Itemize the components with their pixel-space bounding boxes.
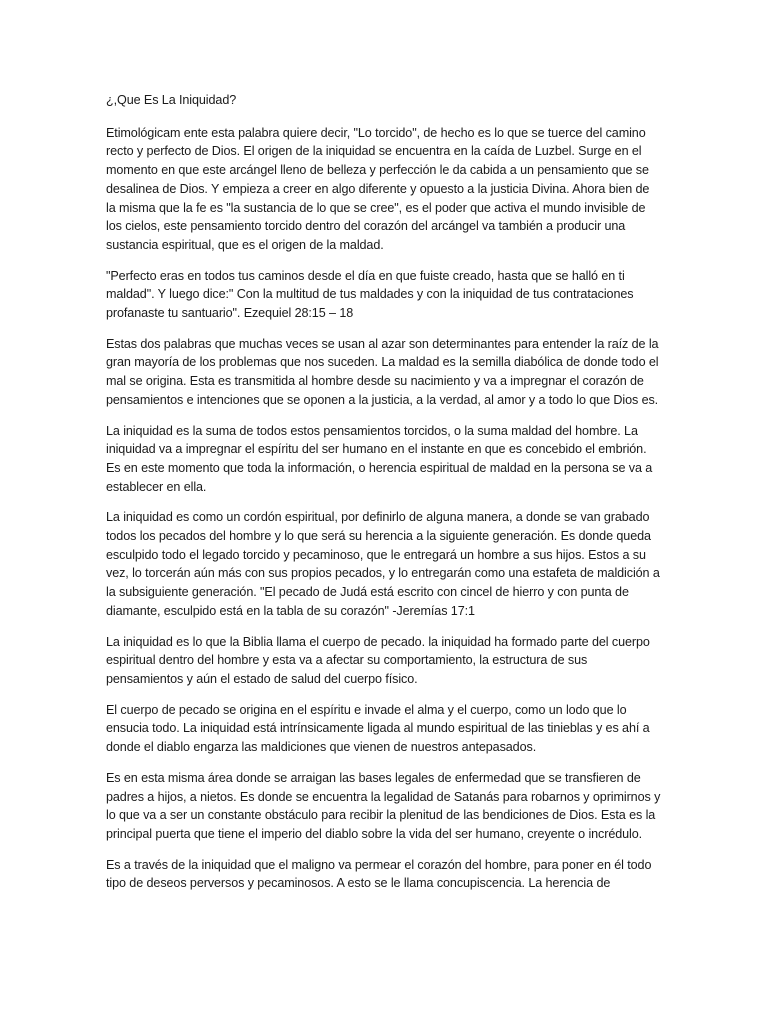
paragraph-1: Etimológicam ente esta palabra quiere decir, "Lo torcido", de hecho es lo que se tuerce del camino recto y perfecto de Dios. El origen de la iniquidad se encuentra en la caída de Luzbel. Surge en el momento en que este arcángel lleno de belleza y perfección le da cabida a un pensamiento que se desalinea de Dios. Y empieza a creer en algo diferente y opuesto a la justicia Divina. Ahora bien de la misma que la fe es "la sustancia de lo que se cree", es el poder que activa el mundo invisible de los cielos, este pensamiento torcido dentro del corazón del arcángel va también a producir una sustancia espiritual, que es el origen de la maldad. — [106, 125, 650, 252]
paragraph-9: Es a través de la iniquidad que el maligno va permear el corazón del hombre, para poner en él todo tipo de deseos perversos y pecaminosos. A esto se le llama concupiscencia. La herencia de — [106, 857, 652, 891]
paragraph-5: La iniquidad es como un cordón espiritual, por definirlo de alguna manera, a donde se van grabado todos los pecados del hombre y lo que será su herencia a la siguiente generación. Es donde queda esculpido todo el legado torcido y pecaminoso, que le entregará un hombre a sus hijos. Estos a su vez, lo torcerán aún más con sus propios pecados, y lo entregarán como una estafeta de maldición a la subsiguiente generación. "El pecado de Judá está escrito con cincel de hierro y con punta de diamante, esculpido está en la tabla de su corazón" -Jeremías 17:1 — [106, 510, 660, 618]
paragraph-7: El cuerpo de pecado se origina en el espíritu e invade el alma y el cuerpo, como un lodo que lo ensucia todo. La iniquidad está intrínsicamente ligada al mundo espiritual de las tinieblas y es ahí a donde el diablo engarza las maldiciones que vienen de nuestros antepasados. — [106, 702, 650, 755]
paragraph-2: "Perfecto eras en todos tus caminos desde el día en que fuiste creado, hasta que se halló en ti maldad". Y luego dice:" Con la multitud de tus maldades y con la iniquidad de tus contrataciones profanaste tu santuario". Ezequiel 28:15 – 18 — [106, 268, 634, 321]
document-page — [106, 91, 661, 905]
paragraph-8: Es en esta misma área donde se arraigan las bases legales de enfermedad que se transfieren de padres a hijos, a nietos. Es donde se encuentra la legalidad de Satanás para robarnos y oprimirnos y lo que va a ser un constante obstáculo para recibir la plenitud de las bendiciones de Dios. Esta es la principal puerta que tiene el imperio del diablo sobre la vida del ser humano, creyente o incrédulo. — [106, 770, 661, 841]
paragraph-3: Estas dos palabras que muchas veces se usan al azar son determinantes para entender la raíz de la gran mayoría de los problemas que nos suceden. La maldad es la semilla diabólica de donde todo el mal se origina. Esta es transmitida al hombre desde su nacimiento y va a impregnar el corazón de pensamientos e intenciones que se oponen a la justicia, a la verdad, al amor y a todo lo que Dios es. — [106, 336, 659, 407]
paragraph-6: La iniquidad es lo que la Biblia llama el cuerpo de pecado. la iniquidad ha formado parte del cuerpo espiritual dentro del hombre y esta va a afectar su comportamiento, la estructura de sus pensamientos y aún el estado de salud del cuerpo físico. — [106, 634, 650, 686]
document-title: ¿,Que Es La Iniquidad? — [106, 93, 237, 107]
paragraph-4: La iniquidad es la suma de todos estos pensamientos torcidos, o la suma maldad del hombre. La iniquidad va a impregnar el espíritu del ser humano en el instante en que es concebido el embrión. Es en este momento que toda la información, o herencia espiritual de maldad en la persona se va a establecer en ella. — [106, 423, 653, 494]
